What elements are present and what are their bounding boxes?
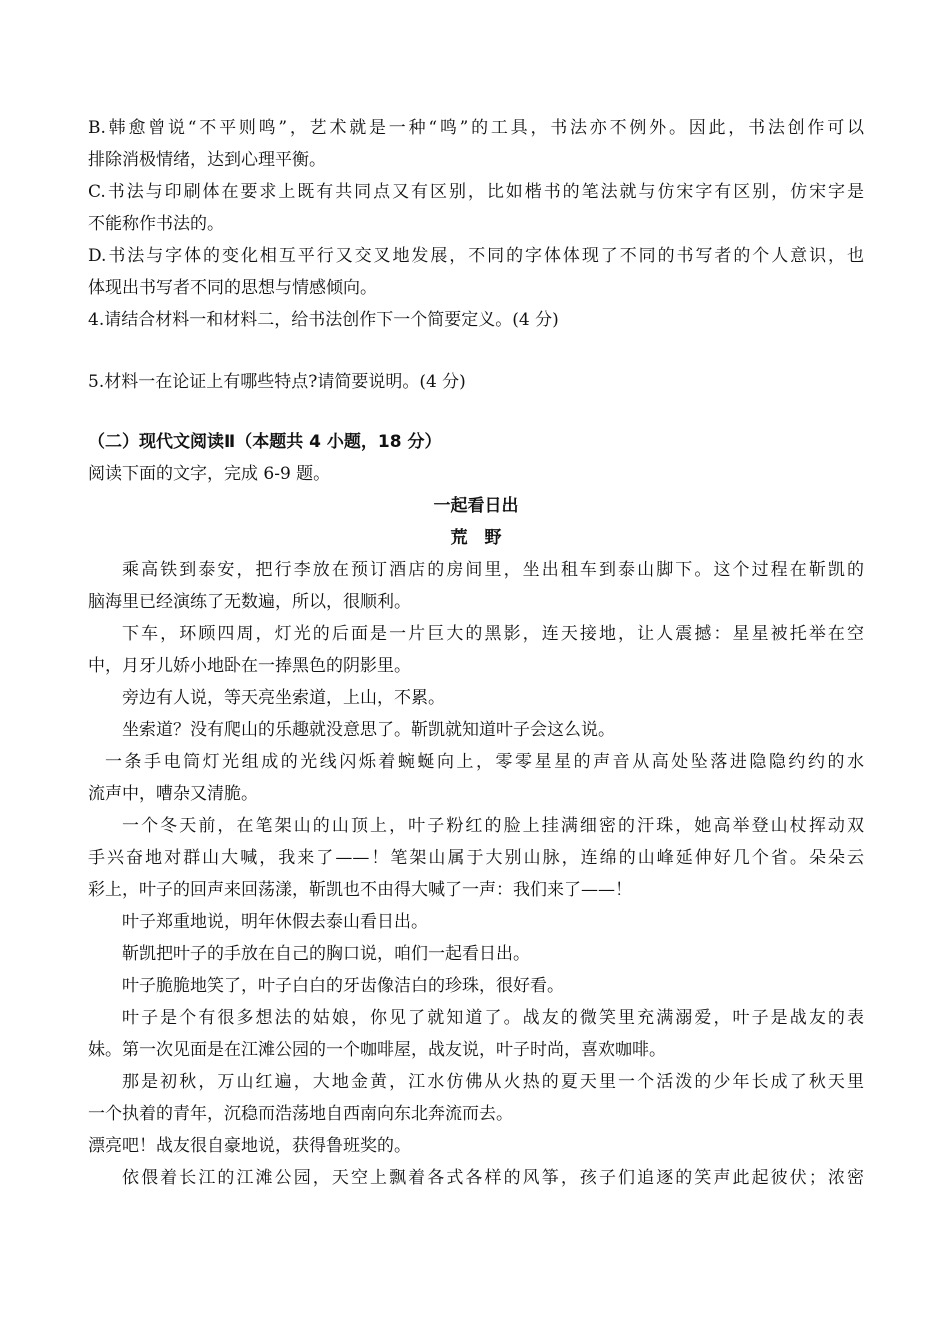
option-d-line-2: 体现出书写者不同的思想与情感倾向。 [88,278,377,298]
article-line: 乘高铁到泰安，把行李放在预订酒店的房间里，坐出租车到泰山脚下。这个过程在靳凯的 [122,560,864,580]
article-line: 妹。第一次见面是在江滩公园的一个咖啡屋，战友说，叶子时尚，喜欢咖啡。 [88,1040,666,1060]
question-5: 5.材料一在论证上有哪些特点?请简要说明。(4 分) [88,372,466,392]
article-line: 彩上，叶子的回声来回荡漾，靳凯也不由得大喊了一声：我们来了——！ [88,880,632,900]
option-d-line-1: D.书法与字体的变化相互平行又交叉地发展，不同的字体体现了不同的书写者的个人意识，也 [88,246,864,266]
article-line: 中，月牙儿娇小地卧在一捧黑色的阴影里。 [88,656,411,676]
article-line: 一条手电筒灯光组成的光线闪烁着蜿蜒向上，零零星星的声音从高处坠落进隐隐约约的水 [105,752,864,772]
article-line: 靳凯把叶子的手放在自己的胸口说，咱们一起看日出。 [122,944,530,964]
article-line: 一个执着的青年，沉稳而浩荡地自西南向东北奔流而去。 [88,1104,513,1124]
article-line: 叶子郑重地说，明年休假去泰山看日出。 [122,912,428,932]
article-line: 坐索道？没有爬山的乐趣就没意思了。靳凯就知道叶子会这么说。 [122,720,615,740]
article-line: 那是初秋，万山红遍，大地金黄，江水仿佛从火热的夏天里一个活泼的少年长成了秋天里 [122,1072,864,1092]
article-line: 漂亮吧！战友很自豪地说，获得鲁班奖的。 [88,1136,411,1156]
question-4: 4.请结合材料一和材料二，给书法创作下一个简要定义。(4 分) [88,310,559,330]
article-line: 下车，环顾四周，灯光的后面是一片巨大的黑影，连天接地，让人震撼：星星被托举在空 [122,624,864,644]
article-line: 流声中，嘈杂又清脆。 [88,784,258,804]
section-heading: （二）现代文阅读Ⅱ（本题共 4 小题，18 分） [88,432,442,452]
exam-page [88,112,864,1194]
article-line: 叶子脆脆地笑了，叶子白白的牙齿像洁白的珍珠，很好看。 [122,976,564,996]
article-line: 旁边有人说，等天亮坐索道，上山，不累。 [122,688,445,708]
article-line: 叶子是个有很多想法的姑娘，你见了就知道了。战友的微笑里充满溺爱，叶子是战友的表 [122,1008,864,1028]
option-c-line-2: 不能称作书法的。 [88,214,224,234]
article-line: 手兴奋地对群山大喊，我来了——！笔架山属于大别山脉，连绵的山峰延伸好几个省。朵朵云 [88,848,864,868]
option-c-line-1: C.书法与印刷体在要求上既有共同点又有区别，比如楷书的笔法就与仿宋字有区别，仿宋字是 [88,182,864,202]
article-line: 依偎着长江的江滩公园，天空上飘着各式各样的风筝，孩子们追逐的笑声此起彼伏；浓密 [122,1168,864,1188]
article-title: 一起看日出 [433,496,519,516]
section-instruction: 阅读下面的文字，完成 6-9 题。 [88,464,331,484]
option-b-line-2: 排除消极情绪，达到心理平衡。 [88,150,326,170]
option-b-line-1: B.韩愈曾说“不平则鸣”，艺术就是一种“鸣”的工具，书法亦不例外。因此，书法创作可以 [88,118,864,138]
article-line: 一个冬天前，在笔架山的山顶上，叶子粉红的脸上挂满细密的汗珠，她高举登山杖挥动双 [122,816,864,836]
article-line: 脑海里已经演练了无数遍，所以，很顺利。 [88,592,411,612]
article-author: 荒 野 [450,528,502,548]
